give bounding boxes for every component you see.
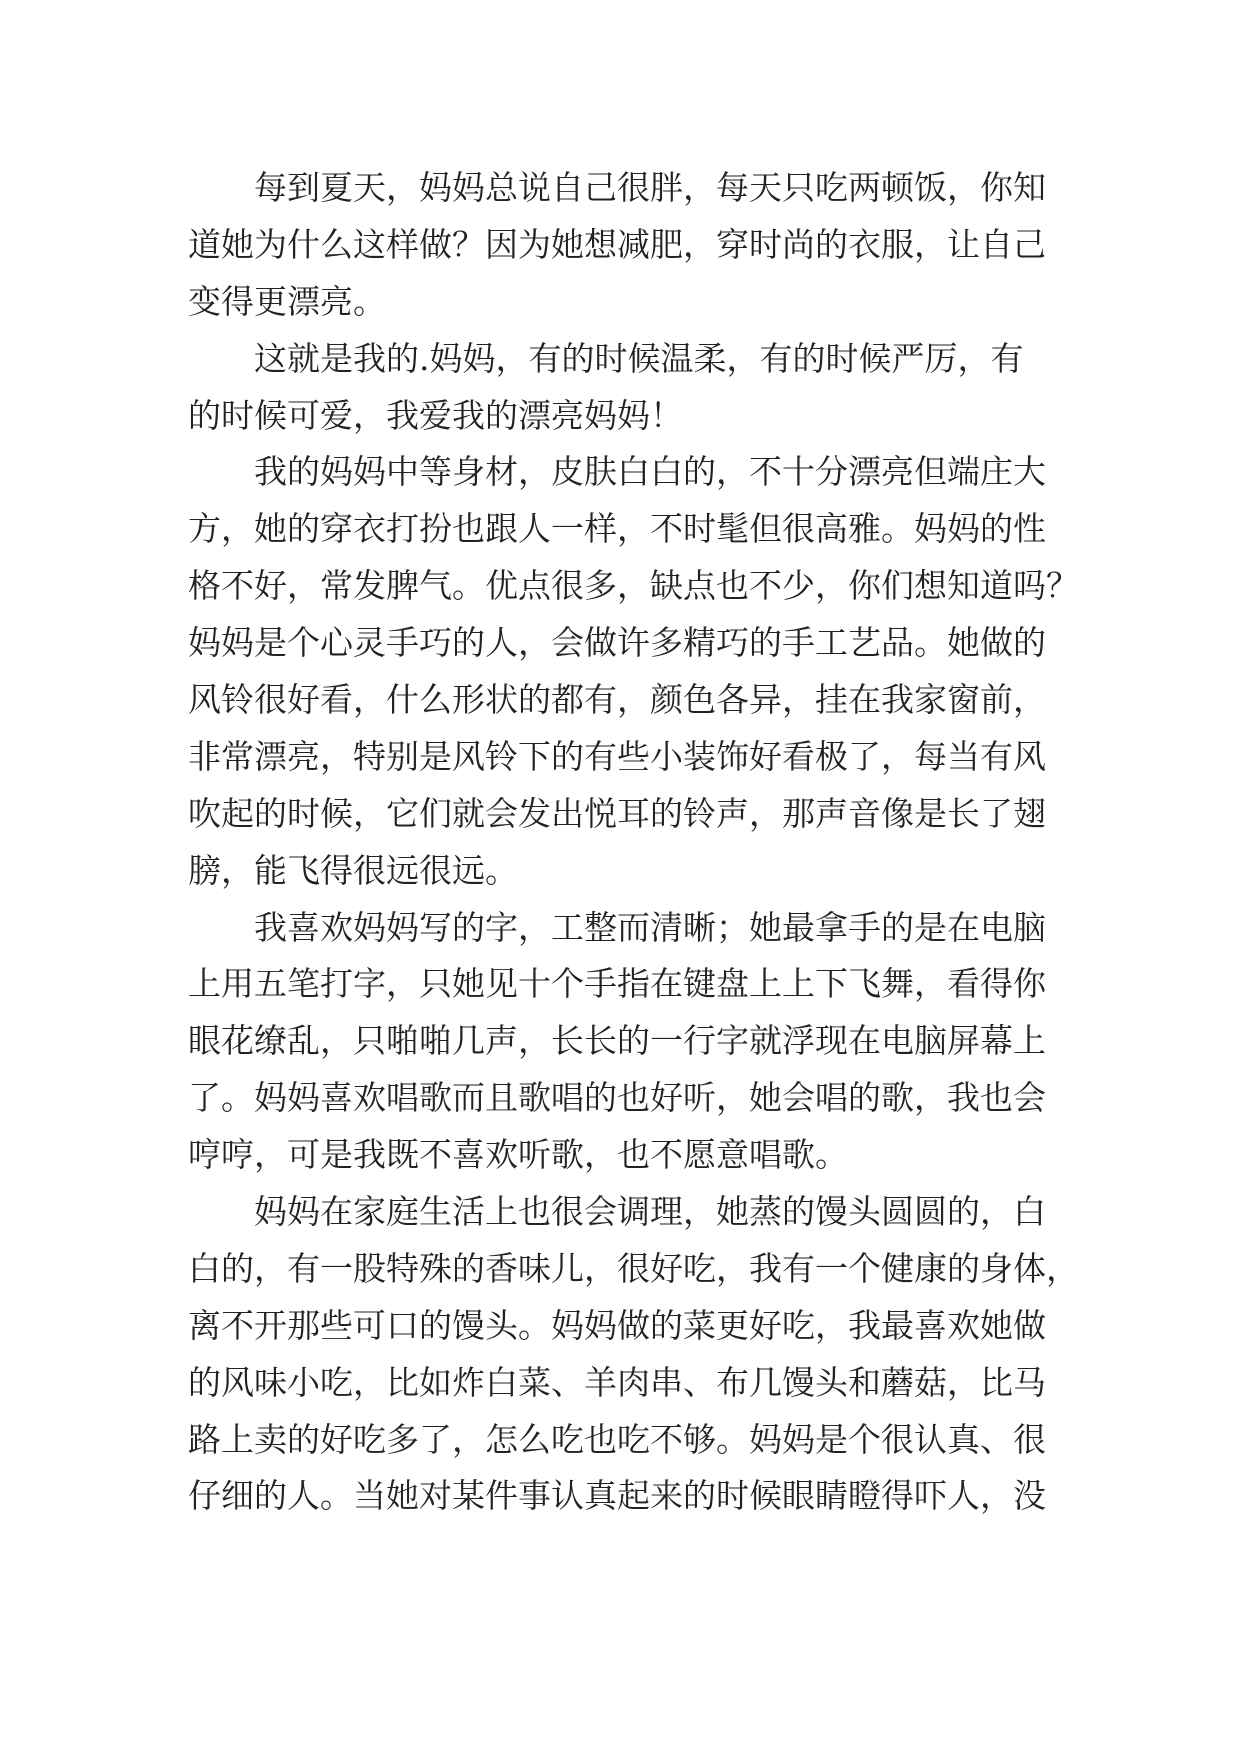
text-line: 膀，能飞得很远很远。 — [188, 850, 518, 890]
text-line: 上用五笔打字，只她见十个手指在键盘上上下飞舞，看得你 — [188, 964, 1046, 1004]
text-line: 非常漂亮，特别是风铃下的有些小装饰好看极了，每当有风 — [188, 736, 1046, 776]
text-line: 妈妈是个心灵手巧的人，会做许多精巧的手工艺品。她做的 — [188, 623, 1046, 663]
text-line: 吹起的时候，它们就会发出悦耳的铃声，那声音像是长了翅 — [188, 793, 1046, 833]
text-line: 方，她的穿衣打扮也跟人一样，不时髦但很高雅。妈妈的性 — [188, 509, 1046, 549]
paragraph-3 — [188, 444, 1079, 899]
paragraph-2 — [188, 331, 1068, 445]
text-line: 白的，有一股特殊的香味儿，很好吃，我有一个健康的身体， — [188, 1248, 1079, 1288]
paragraph-4 — [188, 900, 1068, 1184]
text-line: 这就是我的.妈妈，有的时候温柔，有的时候严厉，有 — [254, 338, 1024, 378]
text-line: 变得更漂亮。 — [188, 281, 386, 321]
text-line: 哼哼，可是我既不喜欢听歌，也不愿意唱歌。 — [188, 1135, 848, 1175]
text-line: 离不开那些可口的馒头。妈妈做的菜更好吃，我最喜欢她做 — [188, 1305, 1046, 1345]
text-line: 的风味小吃，比如炸白菜、羊肉串、布几馒头和蘑菇，比马 — [188, 1362, 1046, 1402]
paragraph-5 — [188, 1184, 1079, 1525]
text-line: 我喜欢妈妈写的字，工整而清晰；她最拿手的是在电脑 — [254, 907, 1046, 947]
text-line: 的时候可爱，我爱我的漂亮妈妈！ — [188, 395, 683, 435]
text-line: 格不好，常发脾气。优点很多，缺点也不少，你们想知道吗？ — [188, 566, 1079, 606]
document-body — [188, 160, 1079, 1525]
text-line: 了。妈妈喜欢唱歌而且歌唱的也好听，她会唱的歌，我也会 — [188, 1078, 1046, 1118]
text-line: 每到夏天，妈妈总说自己很胖，每天只吃两顿饭，你知 — [254, 168, 1046, 207]
text-line: 妈妈在家庭生活上也很会调理，她蒸的馒头圆圆的，白 — [254, 1192, 1046, 1232]
text-line: 仔细的人。当她对某件事认真起来的时候眼睛瞪得吓人，没 — [188, 1476, 1046, 1516]
text-line: 眼花缭乱，只啪啪几声，长长的一行字就浮现在电脑屏幕上 — [188, 1021, 1046, 1061]
text-line: 我的妈妈中等身材，皮肤白白的，不十分漂亮但端庄大 — [254, 452, 1046, 492]
text-line: 风铃很好看，什么形状的都有，颜色各异，挂在我家窗前， — [188, 680, 1046, 720]
text-line: 道她为什么这样做？因为她想减肥，穿时尚的衣服，让自己 — [188, 224, 1046, 264]
text-line: 路上卖的好吃多了，怎么吃也吃不够。妈妈是个很认真、很 — [188, 1419, 1046, 1459]
paragraph-1 — [188, 160, 1068, 331]
